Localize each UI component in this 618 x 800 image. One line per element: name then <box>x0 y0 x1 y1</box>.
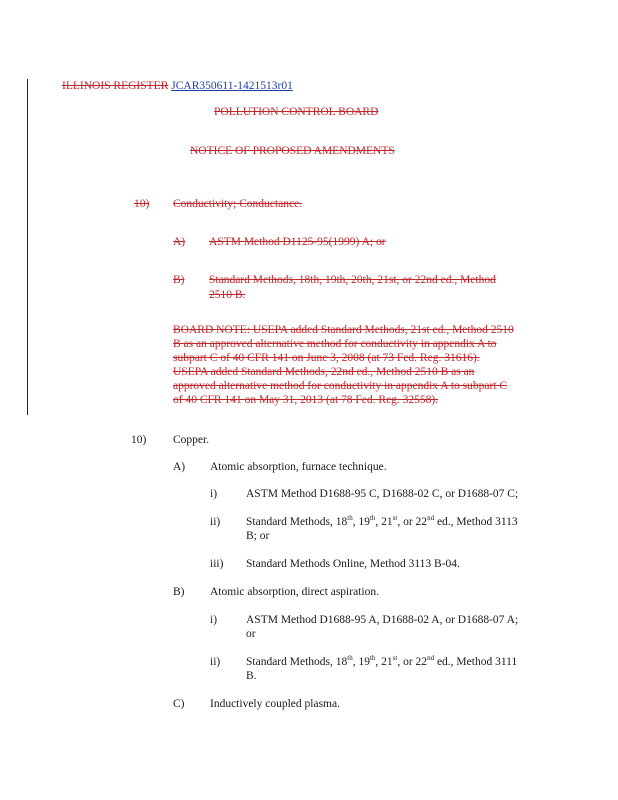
item-label: i) <box>210 614 218 626</box>
board-note-line: of 40 CFR 141 on May 31, 2013 (at 78 Fed. Reg. 32558). <box>173 394 439 406</box>
deleted-item-text: Standard Methods, 18th, 19th, 20th, 21st, or 22nd ed., Method <box>209 274 496 286</box>
item-text: Standard Methods Online, Method 3113 B-04. <box>246 558 460 570</box>
subsection-label: C) <box>173 698 185 710</box>
jcar-code-link[interactable]: JCAR350611-1421513r01 <box>171 80 293 92</box>
subsection-title: Inductively coupled plasma. <box>210 698 340 710</box>
board-note-line: USEPA added Standard Methods, 22nd ed., Method 2510 B as an <box>173 366 475 378</box>
deleted-item-text-cont: 2510 B. <box>209 289 246 301</box>
notice-title: NOTICE OF PROPOSED AMENDMENTS <box>190 145 395 157</box>
section-title: Copper. <box>173 434 210 446</box>
item-text: Standard Methods, 18th, 19th, 21st, or 22nd ed., Method 3111 <box>246 654 518 668</box>
board-note-line: BOARD NOTE: USEPA added Standard Methods, 21st ed., Method 2510 <box>173 324 514 336</box>
item-text: ASTM Method D1688-95 A, D1688-02 A, or D1688-07 A; <box>246 614 519 626</box>
subsection-title: Atomic absorption, furnace technique. <box>210 461 387 473</box>
board-note-line: B as an approved alternative method for conductivity in appendix A to <box>173 338 497 350</box>
item-label: i) <box>210 488 218 500</box>
item-label: ii) <box>210 656 221 668</box>
deleted-section-title: Conductivity; Conductance. <box>173 198 303 210</box>
item-text-cont: B. <box>246 670 257 682</box>
item-text-cont: B; or <box>246 530 270 542</box>
item-text: ASTM Method D1688-95 C, D1688-02 C, or D1688-07 C; <box>246 488 519 500</box>
deleted-item-text: ASTM Method D1125-95(1999) A; or <box>209 236 386 248</box>
register-title: ILLINOIS REGISTER <box>62 80 169 92</box>
section-number: 10) <box>131 434 147 446</box>
subsection-title: Atomic absorption, direct aspiration. <box>210 586 379 598</box>
board-note-line: approved alternative method for conductivity in appendix A to subpart C <box>173 380 508 392</box>
board-note-line: subpart C of 40 CFR 141 on June 3, 2008 (at 73 Fed. Reg. 31616). <box>173 352 480 364</box>
deleted-item-label: A) <box>173 236 186 248</box>
deleted-item-label: B) <box>173 274 185 286</box>
subsection-label: B) <box>173 586 185 598</box>
item-text: Standard Methods, 18th, 19th, 21st, or 22nd ed., Method 3113 <box>246 514 518 528</box>
item-label: ii) <box>210 516 221 528</box>
item-text-cont: or <box>246 628 256 640</box>
deleted-section-number: 10) <box>134 198 150 210</box>
register-header <box>62 79 293 93</box>
subsection-label: A) <box>173 461 186 473</box>
item-label: iii) <box>210 558 224 570</box>
change-margin-bar <box>27 79 28 415</box>
board-title: POLLUTION CONTROL BOARD <box>214 106 379 118</box>
